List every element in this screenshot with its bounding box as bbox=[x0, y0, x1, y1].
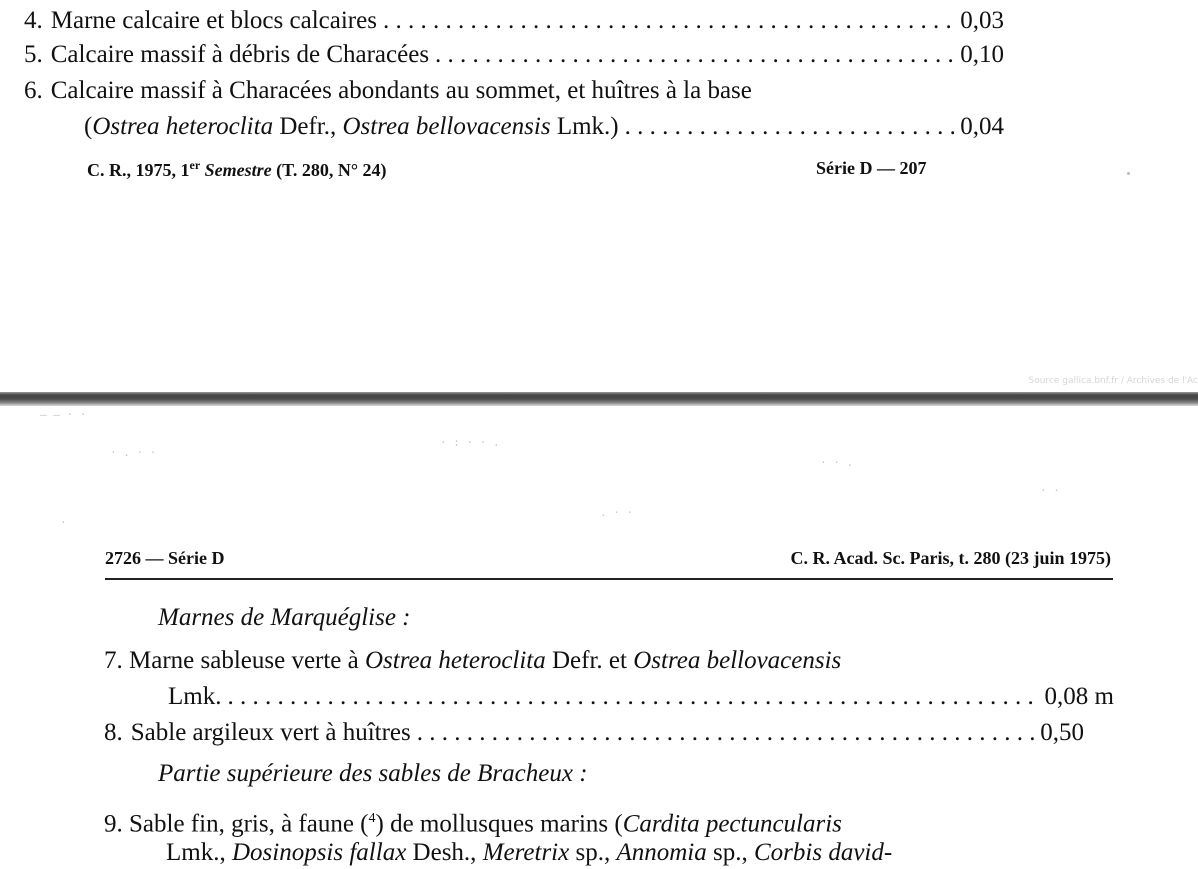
list-item-5 bbox=[24, 40, 1004, 69]
species-name: Dosinopsis fallax bbox=[231, 839, 407, 866]
scan-noise: · · bbox=[1040, 484, 1060, 497]
species-name: Annomia bbox=[616, 839, 707, 866]
scan-noise: · bbox=[60, 516, 67, 529]
list-item-4 bbox=[24, 6, 1004, 35]
species-name: Corbis david- bbox=[753, 839, 893, 866]
journal-reference: C. R. Acad. Sc. Paris, t. 280 (23 juin 1975) bbox=[790, 548, 1111, 568]
item-number: 8. bbox=[104, 719, 123, 746]
page-number-series: 2726 — Série D bbox=[105, 548, 225, 568]
species-name: Ostrea heteroclita bbox=[92, 113, 274, 140]
scan-noise: · : · · . bbox=[440, 436, 500, 449]
dot-leader bbox=[625, 112, 955, 141]
page-header bbox=[105, 548, 1111, 569]
item-text: Sable argileux vert à huîtres bbox=[130, 719, 411, 746]
species-name: Cardita pectuncularis bbox=[622, 810, 842, 838]
section-title: Partie supérieure des sables de Bracheux : bbox=[158, 760, 588, 787]
item-value: 0,04 bbox=[960, 113, 1004, 140]
item-text: Calcaire massif à débris de Characées bbox=[50, 41, 430, 68]
bottom-page-fragment bbox=[0, 406, 1198, 869]
list-item-7-continuation bbox=[168, 682, 1114, 711]
list-item-8 bbox=[104, 718, 1084, 747]
scan-noise: . · · bbox=[600, 506, 634, 519]
header-rule bbox=[105, 578, 1113, 580]
semester-label: Semestre bbox=[204, 160, 272, 180]
item-number: 6. bbox=[24, 77, 43, 104]
scan-speck bbox=[1127, 172, 1130, 175]
item-number: 4. bbox=[24, 7, 43, 34]
item-text: Calcaire massif à Characées abondants au sommet, et huîtres à la base bbox=[50, 77, 752, 104]
list-item-9-continuation: Lmk., Dosinopsis fallax Desh., Meretrix sp., Annomia sp., Corbis david- bbox=[166, 839, 893, 866]
top-page-fragment bbox=[0, 0, 1198, 392]
journal-citation-footer: C. R., 1975, 1er Semestre (T. 280, N° 24) bbox=[87, 158, 387, 180]
dot-leader bbox=[417, 718, 1034, 747]
item-value: 0,10 bbox=[960, 41, 1004, 68]
list-item-6 bbox=[24, 76, 752, 105]
item-number: 7. bbox=[104, 647, 123, 674]
list-item-9: 9. Sable fin, gris, à faune ($^4$) de mollusques marins (Cardita pectuncularis bbox=[104, 810, 842, 838]
species-name: Ostrea bellovacensis bbox=[342, 113, 551, 140]
item-number: 5. bbox=[24, 41, 43, 68]
scan-noise: · · . bbox=[820, 456, 854, 469]
species-name: Meretrix bbox=[482, 839, 570, 866]
species-name: Ostrea bellovacensis bbox=[633, 647, 842, 674]
species-citation: (Ostrea heteroclita Defr., Ostrea bellovacensis Lmk.) bbox=[84, 113, 619, 140]
section-title: Marnes de Marquéglise : bbox=[158, 604, 411, 631]
list-item-6-continuation bbox=[84, 112, 1004, 141]
series-page-number: Série D — 207 bbox=[816, 158, 927, 178]
list-item-7: 7. Marne sableuse verte à Ostrea heteroclita Defr. et Ostrea bellovacensis bbox=[104, 647, 842, 674]
superscript: er bbox=[189, 158, 201, 172]
dot-leader bbox=[435, 40, 954, 69]
scan-noise: — — · · bbox=[40, 408, 87, 421]
dot-leader bbox=[227, 682, 1038, 711]
species-name: Ostrea heteroclita bbox=[365, 647, 546, 674]
page-divider bbox=[0, 392, 1198, 406]
dot-leader bbox=[383, 6, 954, 35]
footnote-marker: 4 bbox=[368, 811, 376, 826]
item-number: 9. bbox=[104, 810, 123, 838]
item-text: Marne calcaire et blocs calcaires bbox=[50, 7, 377, 34]
source-watermark: Source gallica.bnf.fr / Archives de l'Ac bbox=[1028, 376, 1198, 386]
item-value: 0,08 m bbox=[1044, 683, 1114, 710]
species-author: Lmk. bbox=[168, 683, 222, 710]
item-value: 0,03 bbox=[960, 7, 1004, 34]
item-value: 0,50 bbox=[1040, 719, 1084, 746]
scan-noise: · . · · bbox=[110, 446, 157, 459]
